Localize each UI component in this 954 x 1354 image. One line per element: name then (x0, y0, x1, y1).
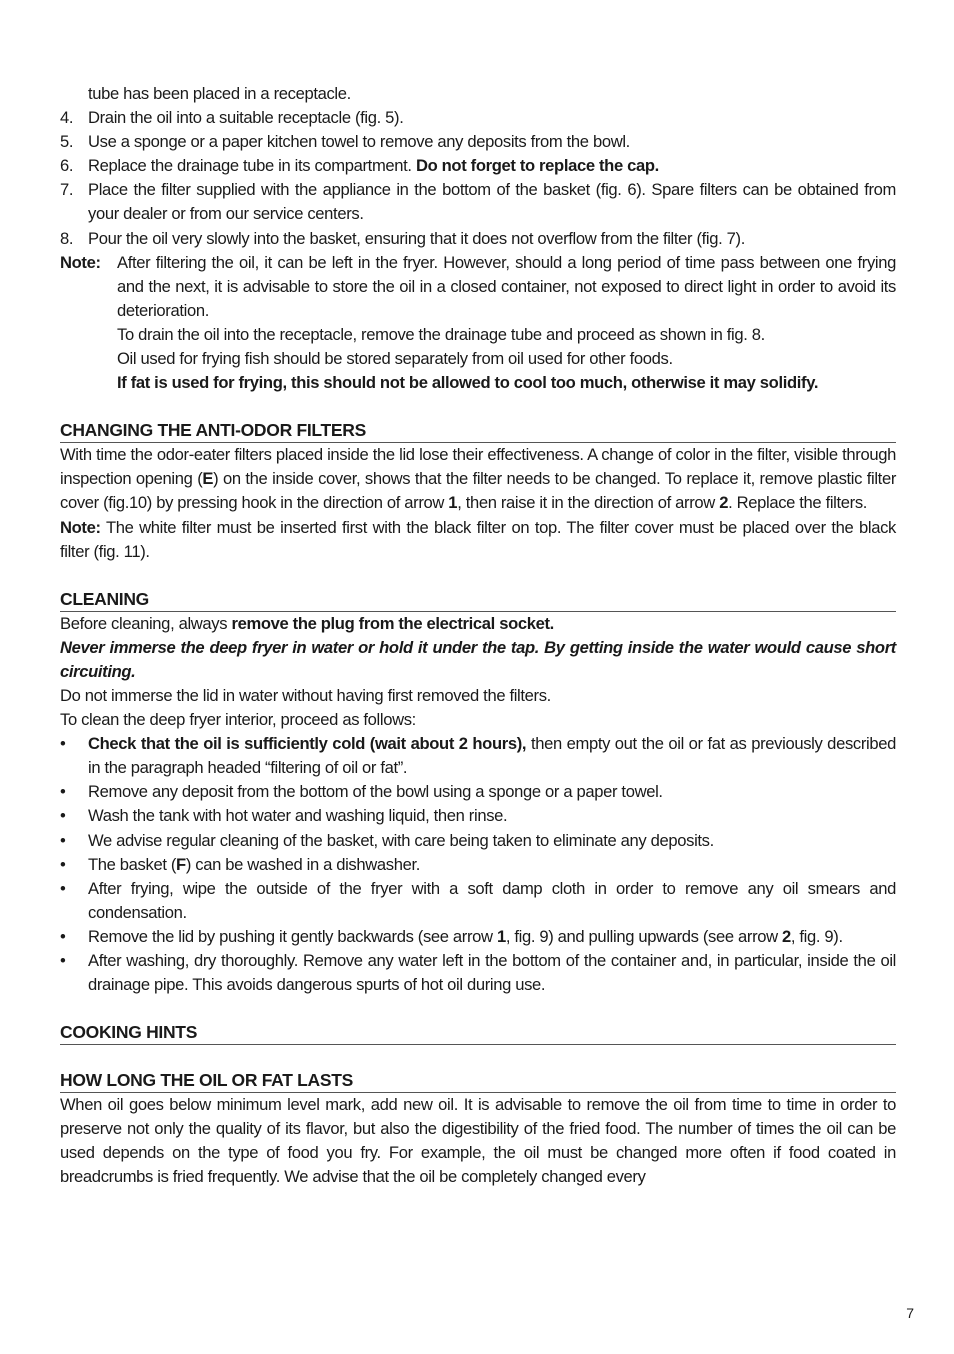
document-page (60, 82, 896, 1190)
note-text: After filtering the oil, it can be left in the fryer. However, should a long period of time pass between one frying and the next, it is advisable to store the oil in a closed container, not exposed to direct light in order to avoid its deterioration. (117, 252, 896, 320)
bullet-item: • After washing, dry thoroughly. Remove any water left in the bottom of the container and, in particular, inside the oil drainage pipe. This avoids dangerous spurts of hot oil during use. (60, 949, 896, 997)
bullet-icon: • (60, 734, 66, 754)
list-item-bold: Do not forget to replace the cap. (415, 156, 659, 176)
bullet-icon: • (60, 951, 66, 970)
bullet-item: • We advise regular cleaning of the basket, with care being taken to eliminate any deposits. (60, 829, 896, 853)
list-item (60, 227, 896, 251)
list-item-text: Drain the oil into a suitable receptacle (fig. 5). (88, 108, 404, 128)
list-item (60, 106, 896, 130)
list-item (60, 178, 896, 226)
bullet-icon: • (60, 782, 66, 802)
bullet-item: • Remove any deposit from the bottom of the bowl using a sponge or a paper towel. (60, 780, 896, 804)
list-item (60, 154, 896, 178)
cleaning-paragraph: Before cleaning, always remove the plug from the electrical socket. (60, 613, 554, 633)
note-bold-text: If fat is used for frying, this should not be allowed to cool too much, otherwise it may solidify. (117, 373, 819, 393)
list-number: 4. (60, 108, 74, 128)
list-item-text: Pour the oil very slowly into the basket, ensuring that it does not overflow from the filter (fig. 7). (88, 228, 745, 248)
bullet-icon: • (60, 830, 66, 850)
list-number: 8. (60, 228, 74, 248)
bullet-item: • Wash the tank with hot water and washing liquid, then rinse. (60, 804, 896, 828)
list-item (60, 130, 896, 154)
section-heading-filters: CHANGING THE ANTI-ODOR FILTERS (60, 419, 896, 443)
list-item-text: Use a sponge or a paper kitchen towel to remove any deposits from the bowl. (88, 132, 630, 152)
note-text: To drain the oil into the receptacle, remove the drainage tube and proceed as shown in fig. 8. (117, 324, 765, 344)
note-block (60, 251, 896, 323)
list-item-text: tube has been placed in a receptacle. (88, 84, 351, 103)
bullet-icon: • (60, 806, 66, 826)
cleaning-paragraph: To clean the deep fryer interior, proceed as follows: (60, 710, 416, 730)
bullet-icon: • (60, 878, 66, 898)
list-item-cont (60, 82, 896, 106)
bullet-item: • The basket (F) can be washed in a dishwasher. (60, 853, 896, 877)
note-label: Note: (60, 252, 101, 272)
list-number: 7. (60, 180, 74, 200)
bullet-item: • After frying, wipe the outside of the fryer with a soft damp cloth in order to remove any oil smears and condensation. (60, 877, 896, 925)
bullet-item: • Remove the lid by pushing it gently backwards (see arrow 1, fig. 9) and pulling upwards (see arrow 2, fig. 9). (60, 925, 896, 949)
section-heading-oil-lasts: HOW LONG THE OIL OR FAT LASTS (60, 1069, 896, 1093)
cleaning-paragraph: Do not immerse the lid in water without having first removed the filters. (60, 685, 551, 705)
note-text: Oil used for frying fish should be stored separately from oil used for other foods. (117, 349, 673, 369)
filters-paragraph: With time the odor-eater filters placed inside the lid lose their effectiveness. A change of color in the filter, visible through inspection opening (E) on the inside cover, shows that the filter needs to be changed. To replace it, remove plastic filter cover (fig.10) by pressing hook in the direction of arrow 1, then raise it in the direction of arrow 2. Replace the filters. (60, 445, 896, 513)
section-heading-hints: COOKING HINTS (60, 1021, 896, 1045)
note-label: Note: (60, 517, 101, 537)
filters-note: Note: The white filter must be inserted first with the black filter on top. The filter cover must be placed over the black filter (fig. 11). (60, 517, 896, 561)
bullet-item: • Check that the oil is sufficiently cold (wait about 2 hours), then empty out the oil or fat as previously described in the paragraph headed “filtering of oil or fat”. (60, 732, 896, 780)
cleaning-warning: Never immerse the deep fryer in water or hold it under the tap. By getting inside the water would cause short circuiting. (60, 637, 896, 681)
bullet-icon: • (60, 854, 66, 874)
list-item-text: Replace the drainage tube in its compartment. (88, 156, 416, 176)
oil-lasts-paragraph: When oil goes below minimum level mark, add new oil. It is advisable to remove the oil from time to time in order to preserve not only the quality of its flavor, but also the digestibility of the fried food. The number of times the oil can be used depends on the type of food you fry. For example, the oil must be changed more often if food coated in breadcrumbs is fried frequently. We advise that the oil be completely changed every (60, 1095, 896, 1187)
page-number: 7 (906, 1305, 914, 1321)
bullet-icon: • (60, 926, 66, 946)
list-number: 6. (60, 156, 74, 176)
list-number: 5. (60, 132, 74, 152)
section-heading-cleaning: CLEANING (60, 588, 896, 612)
list-item-text: Place the filter supplied with the appliance in the bottom of the basket (fig. 6). Spare filters can be obtained from your dealer or from our service centers. (88, 180, 896, 224)
